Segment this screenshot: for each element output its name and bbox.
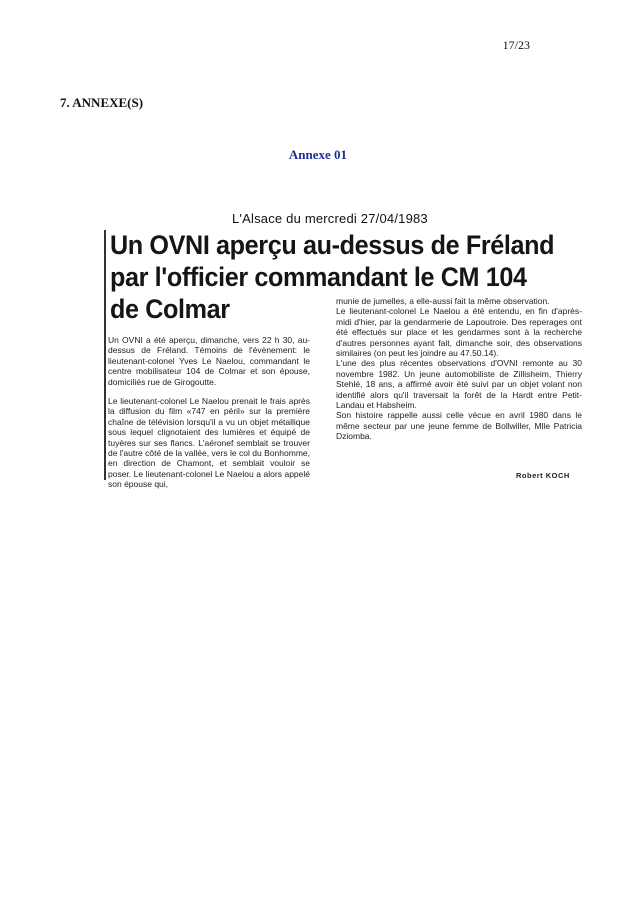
left-paragraph-2: Le lieutenant-colonel Le Naelou prenait le frais après la diffusion du film «747 en péril» sur la première chaîne de télévision lorsqu'il a vu un objet métallique sous lequel clignotaient des lumières et équipé de tuyères sur ses flancs. L'aéronef semblait se trouver de l'autre côté de la vallée, vers le col du Bonhomme, en direction de Chamont, et semblait vouloir se poser. Le lieutenant-colonel Le Naelou a alors appelé son épouse qui, bbox=[108, 396, 310, 490]
headline-line-3: de Colmar bbox=[110, 294, 230, 324]
clipping-source-line: L'Alsace du mercredi 27/04/1983 bbox=[232, 211, 428, 226]
right-paragraph-1: munie de jumelles, a elle-aussi fait la même observation. bbox=[336, 296, 550, 306]
article-right-column bbox=[336, 296, 582, 442]
newspaper-clipping bbox=[108, 208, 588, 490]
headline-line-2: par l'officier commandant le CM 104 bbox=[110, 262, 527, 292]
annex-title: Annexe 01 bbox=[288, 147, 348, 162]
article-left-column bbox=[108, 335, 310, 490]
headline-line-1: Un OVNI aperçu au-dessus de Fréland bbox=[110, 230, 555, 260]
right-paragraph-4: Son histoire rappelle aussi celle vécue en avril 1980 dans le même secteur par une jeune femme de Bollwiller, Mlle Patricia Dziomba. bbox=[336, 410, 582, 442]
page-number: 17/23 bbox=[502, 38, 530, 52]
right-paragraph-3: L'une des plus récentes observations d'OVNI remonte au 30 novembre 1982. Un jeune automobiliste de Zillisheim, Thierry Stehlé, 18 ans, a affirmé avoir été suivi par un objet volant non identifié alors qu'il traversait la forêt de la Hardt entre Petit-Landau et Habsheim. bbox=[336, 358, 582, 411]
scan-edge-line bbox=[104, 230, 106, 480]
left-paragraph-1: Un OVNI a été aperçu, dimanche, vers 22 h 30, au-dessus de Fréland. Témoins de l'évènement: le lieutenant-colonel Yves Le Naelou, commandant le centre mobilisateur 104 de Colmar et son épouse, domiciliés rue de Girogoutte. bbox=[108, 335, 310, 387]
right-paragraph-2: Le lieutenant-colonel Le Naelou a été entendu, en fin d'après-midi d'hier, par la gendarmerie de Lapoutroie. Des reperages ont été effectués sur place et les gendarmes sont à la recherche d'autres personnes ayant fait, dimanche soir, des observations similaires (on peut les joindre au 47.50.14). bbox=[336, 306, 582, 359]
section-heading: 7. ANNEXE(S) bbox=[60, 95, 144, 110]
article-author-signature: Robert KOCH bbox=[516, 471, 570, 480]
